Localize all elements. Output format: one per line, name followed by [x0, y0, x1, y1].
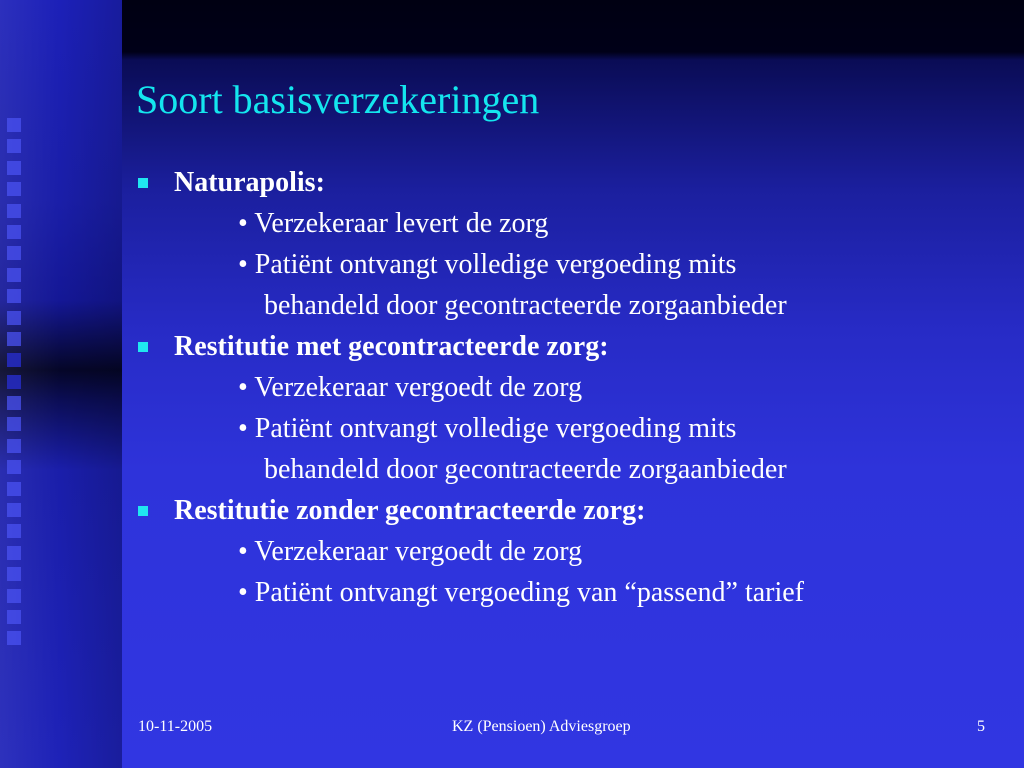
decorative-square: [7, 332, 21, 346]
sub-item-text: • Verzekeraar vergoedt de zorg: [238, 372, 583, 403]
sub-item-line: [136, 408, 996, 449]
slide-body: [136, 162, 996, 613]
decorative-square: [7, 439, 21, 453]
sub-item-line: [136, 367, 996, 408]
footer-organization: KZ (Pensioen) Adviesgroep: [452, 718, 631, 735]
sub-item-text: • Verzekeraar vergoedt de zorg: [238, 536, 583, 567]
decorative-square: [7, 610, 21, 624]
decorative-square: [7, 589, 21, 603]
sub-item-text: • Patiënt ontvangt volledige vergoeding mits: [238, 413, 737, 444]
decorative-square: [7, 268, 21, 282]
square-bullet-icon: [138, 342, 148, 352]
slide-title: Soort basisverzekeringen: [136, 77, 540, 122]
sub-item-continuation-line: [136, 449, 996, 490]
decorative-square: [7, 161, 21, 175]
decorative-square: [7, 375, 21, 389]
decorative-square: [7, 396, 21, 410]
left-decorative-band: [0, 0, 122, 768]
decorative-square: [7, 482, 21, 496]
decorative-square: [7, 289, 21, 303]
slide-footer: [0, 718, 1024, 742]
decorative-square: [7, 311, 21, 325]
section-heading-line: [136, 162, 996, 203]
sub-item-continuation: behandeld door gecontracteerde zorgaanbieder: [264, 290, 787, 321]
sub-item-line: [136, 244, 996, 285]
decorative-square: [7, 246, 21, 260]
decorative-square: [7, 204, 21, 218]
sub-item-text: • Patiënt ontvangt vergoeding van “passend” tarief: [238, 577, 805, 608]
footer-date: 10-11-2005: [138, 718, 213, 735]
decorative-square-column: [7, 118, 27, 653]
decorative-square: [7, 546, 21, 560]
decorative-square: [7, 417, 21, 431]
sub-item-continuation: behandeld door gecontracteerde zorgaanbieder: [264, 454, 787, 485]
sub-item-line: [136, 531, 996, 572]
section-heading: Naturapolis:: [174, 167, 325, 198]
decorative-square: [7, 567, 21, 581]
decorative-square: [7, 118, 21, 132]
decorative-square: [7, 139, 21, 153]
square-bullet-icon: [138, 506, 148, 516]
decorative-square: [7, 631, 21, 645]
sub-item-line: [136, 203, 996, 244]
decorative-square: [7, 460, 21, 474]
square-bullet-icon: [138, 178, 148, 188]
sub-item-continuation-line: [136, 285, 996, 326]
section-heading-line: [136, 326, 996, 367]
footer-page-number: 5: [977, 718, 985, 735]
section-heading-line: [136, 490, 996, 531]
sub-item-text: • Patiënt ontvangt volledige vergoeding mits: [238, 249, 737, 280]
decorative-square: [7, 225, 21, 239]
sub-item-text: • Verzekeraar levert de zorg: [238, 208, 549, 239]
decorative-square: [7, 524, 21, 538]
sub-item-line: [136, 572, 996, 613]
section-heading: Restitutie zonder gecontracteerde zorg:: [174, 495, 646, 526]
decorative-square: [7, 503, 21, 517]
decorative-square: [7, 353, 21, 367]
decorative-square: [7, 182, 21, 196]
section-heading: Restitutie met gecontracteerde zorg:: [174, 331, 609, 362]
